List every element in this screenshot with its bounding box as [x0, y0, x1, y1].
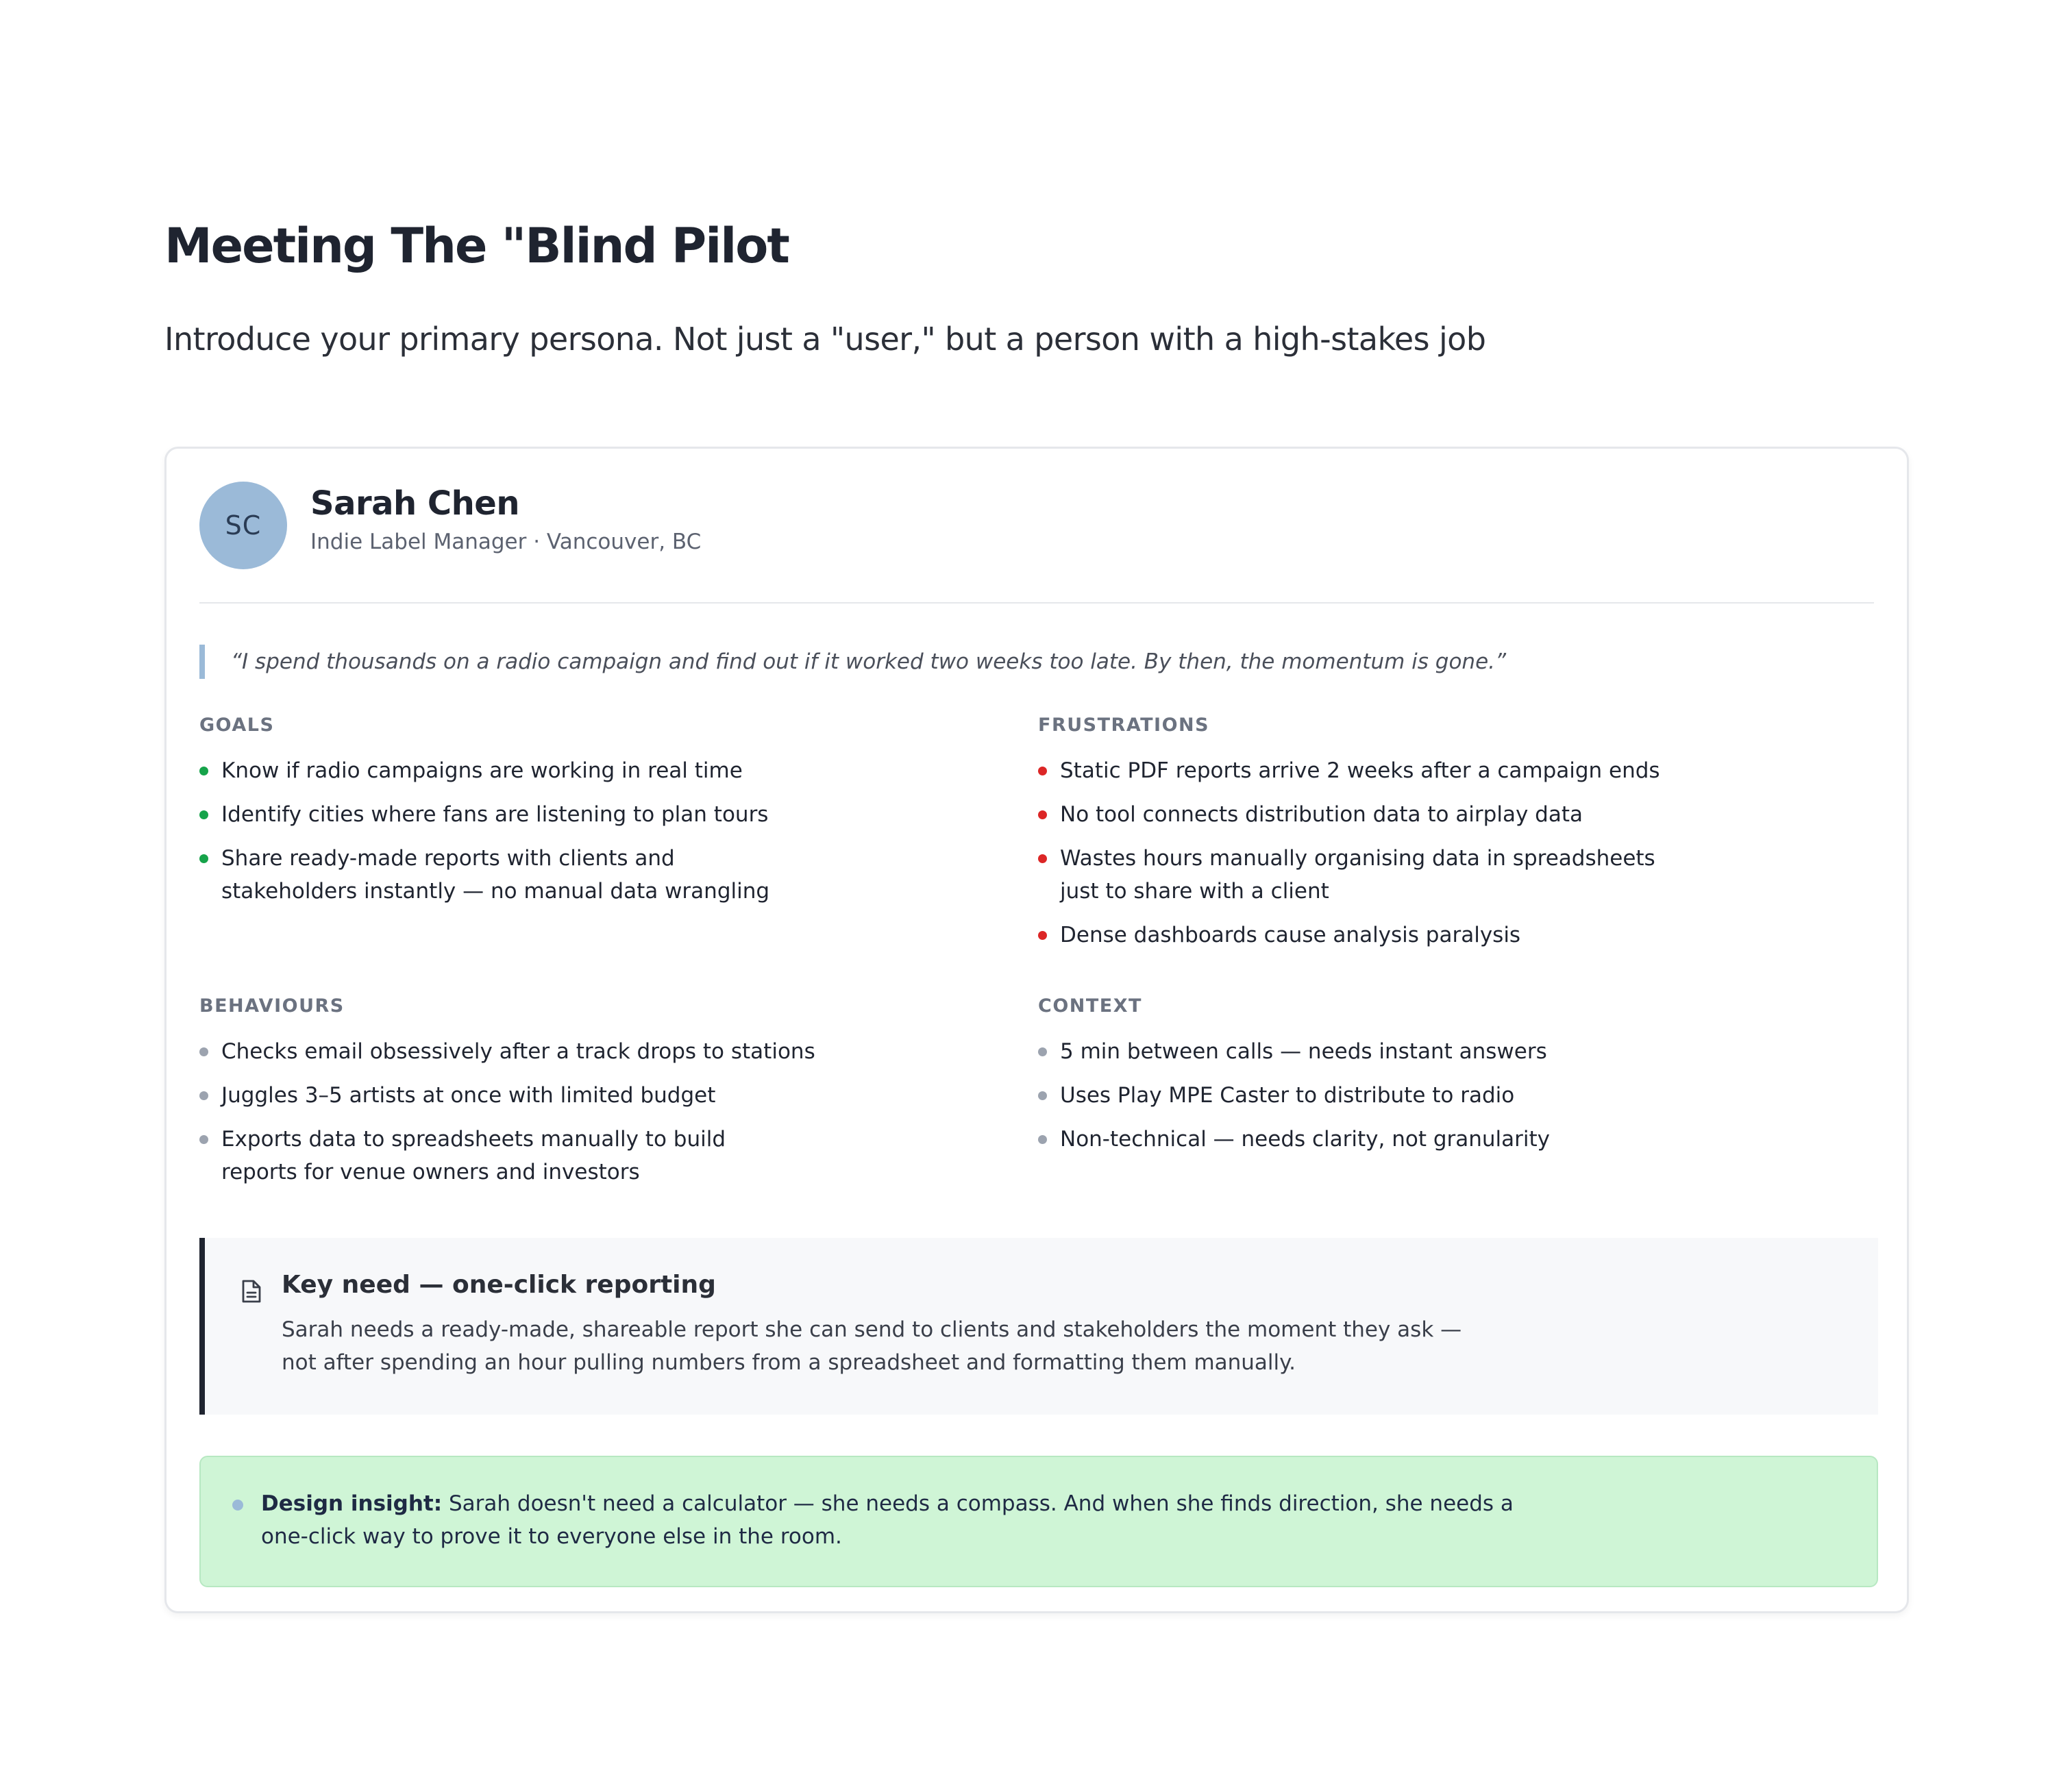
list-item: Share ready-made reports with clients and stakeholders instantly — no manual data wrangling [199, 842, 994, 908]
list-item: Wastes hours manually organising data in spreadsheets just to share with a client [1038, 842, 1860, 908]
list-item: Exports data to spreadsheets manually to build reports for venue owners and investors [199, 1123, 994, 1189]
insight-body: Sarah doesn't need a calculator — she needs a compass. And when she finds direction, she needs a one-click way to prove it to everyone else in the room. [261, 1491, 1514, 1549]
persona-role: Indie Label Manager · Vancouver, BC [310, 530, 702, 554]
insight-text [261, 1487, 1514, 1553]
key-need-title: Key need — one-click reporting [282, 1271, 716, 1299]
goals-list [199, 754, 994, 908]
context-list [1038, 1035, 1860, 1156]
list-item: Identify cities where fans are listening to plan tours [199, 798, 994, 831]
list-item: Non-technical — needs clarity, not granularity [1038, 1123, 1860, 1156]
frustrations-label: FRUSTRATIONS [1038, 714, 1210, 736]
design-insight-callout [199, 1456, 1878, 1587]
document-icon [241, 1279, 262, 1304]
goals-section [199, 712, 994, 919]
list-item: Know if radio campaigns are working in real time [199, 754, 994, 787]
avatar: SC [199, 482, 287, 569]
persona-quote: “I spend thousands on a radio campaign and find out if it worked two weeks too late. By then, the momentum is gone.” [199, 645, 1506, 679]
behaviours-list [199, 1035, 994, 1189]
goals-label: GOALS [199, 714, 275, 736]
list-item: No tool connects distribution data to airplay data [1038, 798, 1860, 831]
key-need-callout [199, 1238, 1878, 1415]
persona-name: Sarah Chen [310, 484, 520, 523]
key-need-body: Sarah needs a ready-made, shareable report she can send to clients and stakeholders the moment they ask — not after spending an hour pulling numbers from a spreadsheet and formatting them manually. [282, 1317, 1462, 1375]
list-item: Static PDF reports arrive 2 weeks after a campaign ends [1038, 754, 1860, 787]
page-subtitle: Introduce your primary persona. Not just a "user," but a person with a high-stakes job [164, 321, 1486, 358]
list-item: Juggles 3–5 artists at once with limited budget [199, 1079, 994, 1112]
frustrations-list [1038, 754, 1860, 952]
page-title: Meeting The "Blind Pilot [164, 218, 789, 274]
list-item: Uses Play MPE Caster to distribute to radio [1038, 1079, 1860, 1112]
divider [199, 602, 1874, 604]
insight-label: Design insight: [261, 1491, 443, 1516]
frustrations-section [1038, 712, 1860, 962]
list-item: Checks email obsessively after a track drops to stations [199, 1035, 994, 1068]
behaviours-section [199, 993, 994, 1200]
list-item: Dense dashboards cause analysis paralysis [1038, 919, 1860, 952]
list-item: 5 min between calls — needs instant answers [1038, 1035, 1860, 1068]
behaviours-label: BEHAVIOURS [199, 995, 345, 1017]
context-label: CONTEXT [1038, 995, 1142, 1017]
insight-dot-icon [232, 1500, 243, 1511]
persona-card [164, 447, 1909, 1613]
context-section [1038, 993, 1860, 1167]
